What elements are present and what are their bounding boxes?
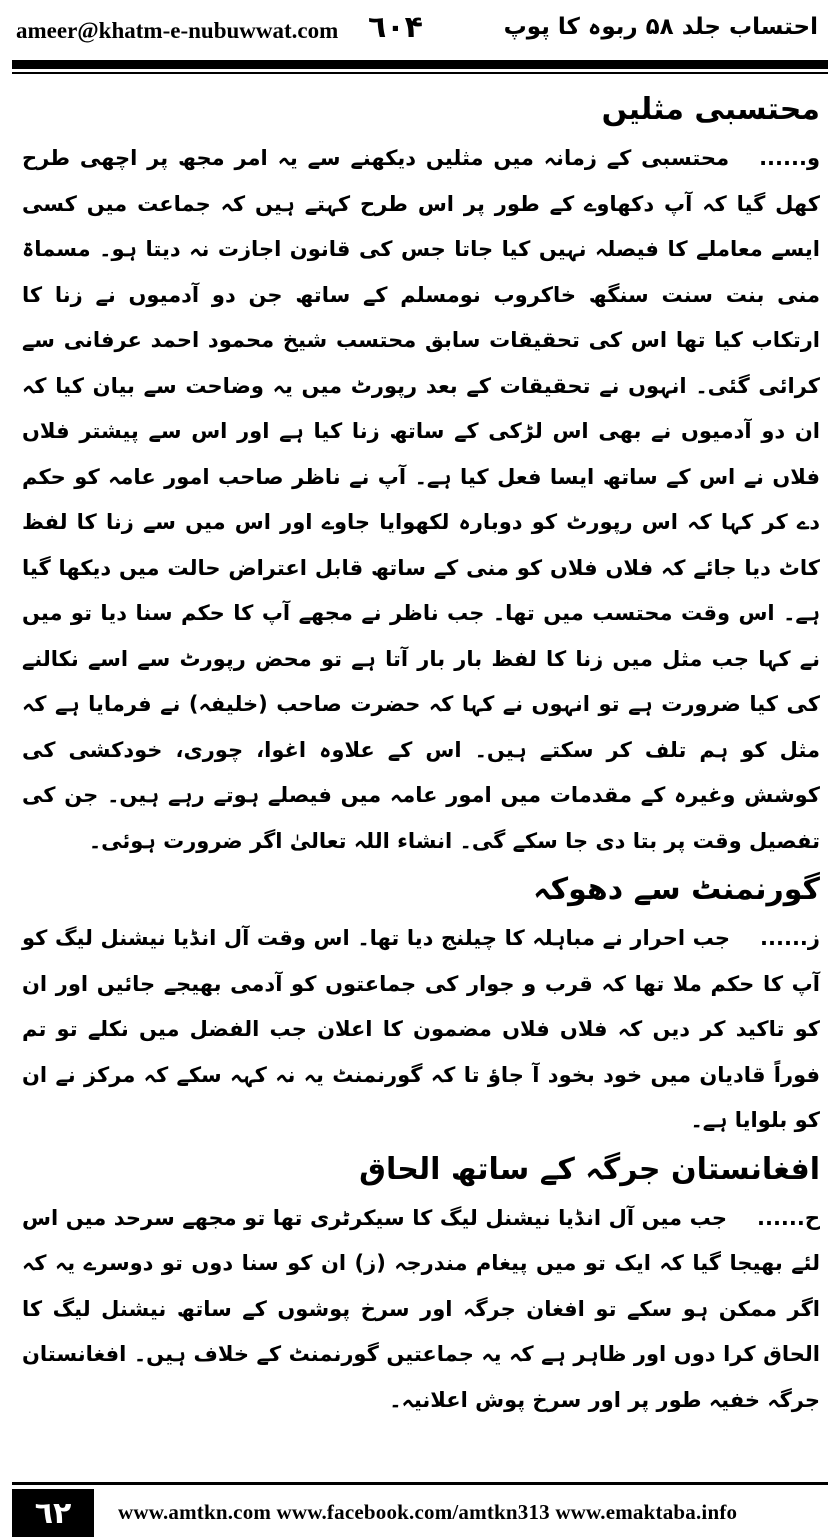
paragraph-marker: ز...... [760, 926, 820, 950]
footer-rule [12, 1482, 828, 1485]
paragraph-marker: ح...... [757, 1205, 820, 1230]
page-content [22, 84, 820, 1484]
paragraph-marker: و...... [759, 146, 820, 170]
page-header [0, 0, 840, 58]
section-afghan-jirga [22, 1144, 820, 1424]
footer-links: www.amtkn.com www.facebook.com/amtkn313 www.emaktaba.info [118, 1500, 738, 1524]
paragraph-text: جب میں آل انڈیا نیشنل لیگ کا سیکرٹری تھا تو مجھے سرحد میں اس لئے بھیجا گیا کہ ایک تو میں پیغام مندرجہ (ز) ان کو سنا دوں تو دوسرے یہ کہ اگر ممکن ہو سکے تو افغان جرگہ اور سرخ پوشوں کے ساتھ نیشنل لیگ کا الحاق کرا دوں اور ظاہر ہے کہ یہ جماعتیں گورنمنٹ کے خلاف ہیں۔ افغانستان جرگہ خفیہ طور پر اور سرخ پوش اعلانیہ۔ [22, 1205, 820, 1412]
paragraph-text: محتسبی کے زمانہ میں مثلیں دیکھنے سے یہ امر مجھ پر اچھی طرح کھل گیا کہ آپ دکھاوے کے طور پر اس طرح کہتے ہیں کہ جماعت میں کسی ایسے معاملے کا فیصلہ نہیں کیا جاتا جس کی قانون اجازت نہ دیتا ہو۔ مسماۃ منی بنت سنت سنگھ خاکروب نومسلم کے ساتھ جن دو آدمیوں نے زنا کا ارتکاب کیا تھا اس کی تحقیقات سابق محتسب شیخ محمود احمد عرفانی سے کرائی گئی۔ انہوں نے تحقیقات کے بعد رپورٹ میں یہ وضاحت سے بیان کیا کہ ان دو آدمیوں نے بھی اس لڑکی کے ساتھ زنا کیا ہے اور اس سے پیشتر فلاں فلاں نے اس کے ساتھ ایسا فعل کیا ہے۔ آپ نے ناظر صاحب امور عامہ کو حکم دے کر کہا کہ اس رپورٹ کو دوبارہ لکھوایا جاوے اور اس میں سے زنا کا لفظ کاٹ دیا جائے کہ فلاں فلاں کو منی کے ساتھ قابل اعتراض حالت میں دیکھا گیا ہے۔ اس وقت محتسب میں تھا۔ جب ناظر نے مجھے آپ کا حکم سنا دیا تو میں نے کہا جب مثل میں زنا کا لفظ بار بار آتا ہے تو محض رپورٹ سے اسے نکالنے کی کیا ضرورت ہے تو انہوں نے کہا کہ حضرت صاحب (خلیفہ) نے فرمایا ہے کہ مثل کو ہم تلف کر سکتے ہیں۔ اس کے علاوہ اغوا، چوری، خودکشی کی کوشش وغیرہ کے مقدمات میں امور عامہ میں فیصلے ہوتے رہے ہیں۔ جن کی تفصیل وقت پر بتا دی جا سکے گی۔ انشاء اللہ تعالیٰ اگر ضرورت ہوئی۔ [22, 146, 820, 853]
header-page-number: ٦٠۴ [368, 10, 423, 45]
section-paragraph [22, 916, 820, 1144]
section-mohtasibi [22, 84, 820, 864]
header-rule-thin [12, 72, 828, 74]
section-government-deception [22, 864, 820, 1144]
section-paragraph [22, 1196, 820, 1424]
section-heading: افغانستان جرگہ کے ساتھ الحاق [359, 1151, 820, 1187]
header-email: ameer@khatm-e-nubuwwat.com [16, 18, 339, 43]
paragraph-text: جب احرار نے مباہلہ کا چیلنج دیا تھا۔ اس وقت آل انڈیا نیشنل لیگ کو آپ کا حکم ملا تھا کہ قرب و جوار کی جماعتوں کو آدمی بھیجے جائیں اور ان کو تاکید کر دیں کہ فلاں فلاں مضمون کا اعلان جب الفضل میں نکلے تو تم فوراً قادیان میں خود بخود آ جاؤ تا کہ گورنمنٹ یہ نہ کہہ سکے کہ مرکز نے ان کو بلوایا ہے۔ [22, 926, 820, 1132]
header-series-title: احتساب جلد ۵۸ ربوہ کا پوپ [503, 14, 818, 40]
section-paragraph [22, 136, 820, 864]
header-rule-thick [12, 60, 828, 69]
footer-page-number: ٦٢ [12, 1489, 94, 1537]
section-heading: محتسبی مثلیں [601, 92, 820, 127]
section-heading: گورنمنٹ سے دھوکہ [533, 872, 820, 907]
